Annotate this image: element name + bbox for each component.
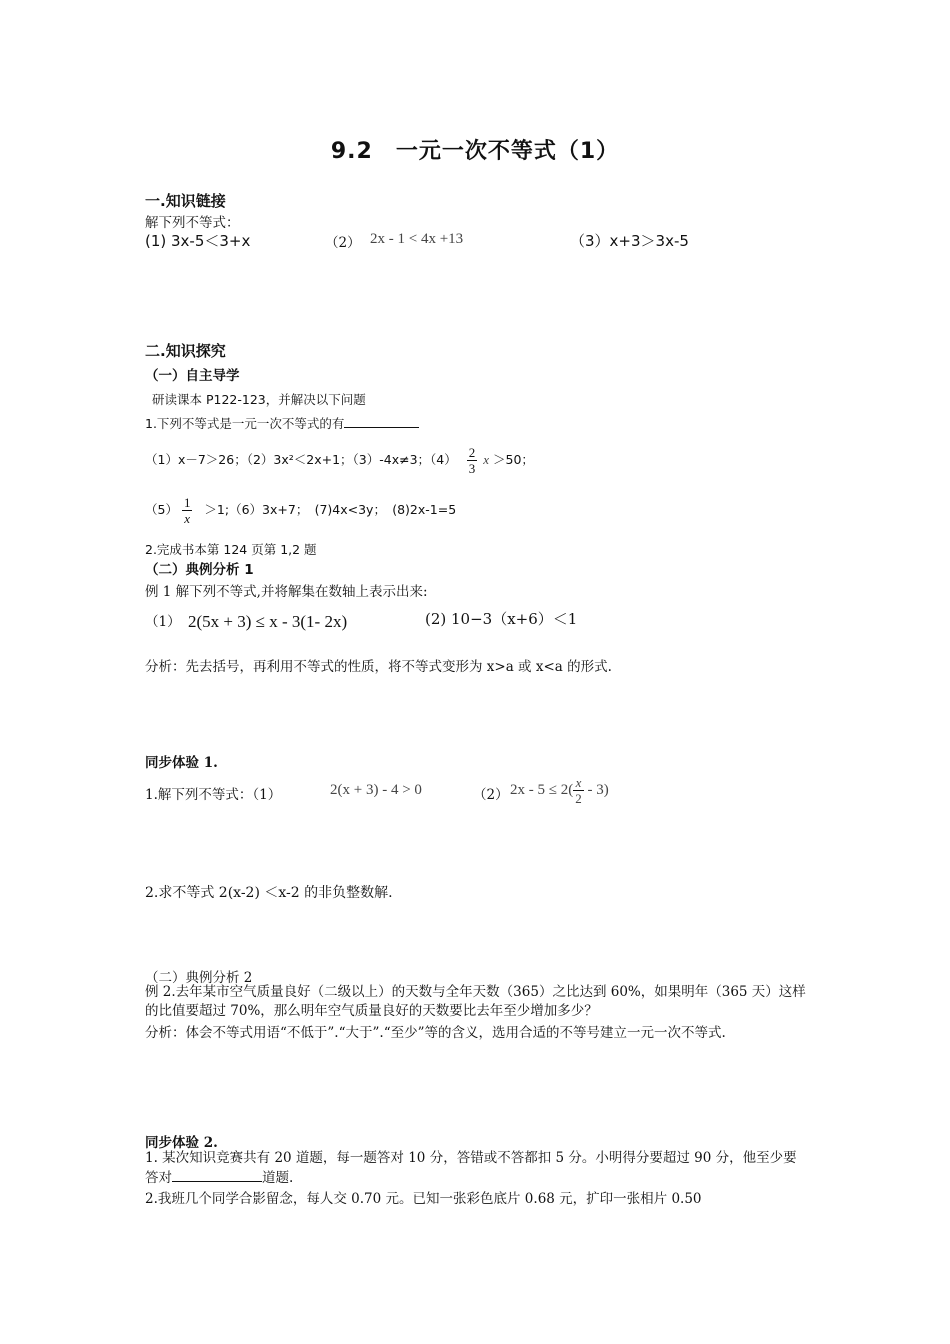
problem-1: (1) 3x-5＜3+x (145, 232, 251, 250)
example-1-part-2: (2) 10−3（x+6）＜1 (425, 610, 578, 628)
question-1-text: 1.下列不等式是一元一次不等式的有 (145, 416, 345, 431)
answer-blank[interactable] (172, 1168, 262, 1182)
sync-1-heading: 同步体验 1. (145, 755, 218, 771)
section-1-heading: 一.知识链接 (145, 192, 226, 210)
answer-blank[interactable] (344, 414, 419, 428)
subsection-self-study: （一）自主导学 (145, 368, 240, 384)
question-1-options-a (145, 440, 534, 480)
section-2-heading: 二.知识探究 (145, 342, 226, 360)
example-2-text: 例 2.去年某市空气质量良好（二级以上）的天数与全年天数（365）之比达到 60%，如果明年（365 天）这样的比值要超过 70%，那么明年空气质量良好的天数要比去年至少增加多少？ (145, 984, 806, 1019)
page-title: 9.2 一元一次不等式（1） (330, 139, 620, 164)
question-1 (145, 414, 419, 432)
variable-x: x (483, 452, 490, 467)
options-5-8: ＞1;（6）3x+7； (7)4x<3y； (8)2x-1=5 (204, 502, 457, 517)
section-1-intro: 解下列不等式： (145, 215, 240, 231)
fraction-1-x: $\frac{1}{x}$ (183, 495, 191, 526)
sync-1-question-1-math-a: 2(x + 3) - 4 > 0 (330, 782, 422, 798)
reading-instruction: 研读课本 P122-123，并解决以下问题 (152, 392, 366, 407)
sync-1-question-1-math-b: 2x - 5 ≤ 2( $\frac{x}{2}$ - 3) (510, 775, 609, 807)
subsection-example-1: （二）典例分析 1 (145, 562, 254, 578)
sync-2-heading: 同步体验 2. (145, 1135, 218, 1151)
example-2-analysis: 分析：体会不等式用语“不低于”.“大于”.“至少”等的含义，选用合适的不等号建立一元一次不等式. (145, 1025, 726, 1041)
sync-2-question-1-tail: 道题. (262, 1170, 294, 1186)
problem-3: （3）x+3＞3x-5 (570, 232, 689, 250)
sync-1-question-1-b-label: （2） (473, 787, 509, 803)
sync-2-question-1 (145, 1149, 810, 1188)
fraction-2-3: $\frac{2}{3}$ (468, 445, 476, 476)
problem-2-math: 2x - 1 < 4x +13 (370, 231, 464, 247)
example-1-analysis: 分析：先去括号，再利用不等式的性质，将不等式变形为 x>a 或 x<a 的形式. (145, 659, 612, 675)
fraction-x-2: $\frac{x}{2}$ (575, 775, 582, 807)
example-2-heading: （二）典例分析 2 (145, 970, 253, 986)
options-1-4: （1）x－7＞26；（2）3x²＜2x+1；（3）-4x≠3；（4） (145, 452, 457, 467)
example-1-part-1-label: （1） (145, 614, 181, 630)
question-2: 2.完成书本第 124 页第 1,2 题 (145, 542, 317, 557)
option-5-label: （5） (145, 502, 178, 517)
sync-1-question-1-label: 1.解下列不等式：（1） (145, 787, 282, 803)
option-4-tail: ＞50； (493, 452, 534, 467)
example-1-part-1-math: 2(5x + 3) ≤ x - 3(1- 2x) (188, 612, 348, 631)
example-1-prompt: 例 1 解下列不等式,并将解集在数轴上表示出来: (145, 584, 428, 600)
sync-1-question-2: 2.求不等式 2(x-2) ＜x-2 的非负整数解. (145, 885, 393, 901)
sync-2-question-1-text: 1. 某次知识竞赛共有 20 道题，每一题答对 10 分，答错或不答都扣 5 分。小明得分要超过 90 分，他至少要答对 (145, 1150, 797, 1186)
question-1-options-b (145, 490, 456, 530)
sync-2-question-2: 2.我班几个同学合影留念，每人交 0.70 元。已知一张彩色底片 0.68 元，扩印一张相片 0.50 (145, 1191, 702, 1207)
problem-2-label: （2） (325, 235, 361, 251)
